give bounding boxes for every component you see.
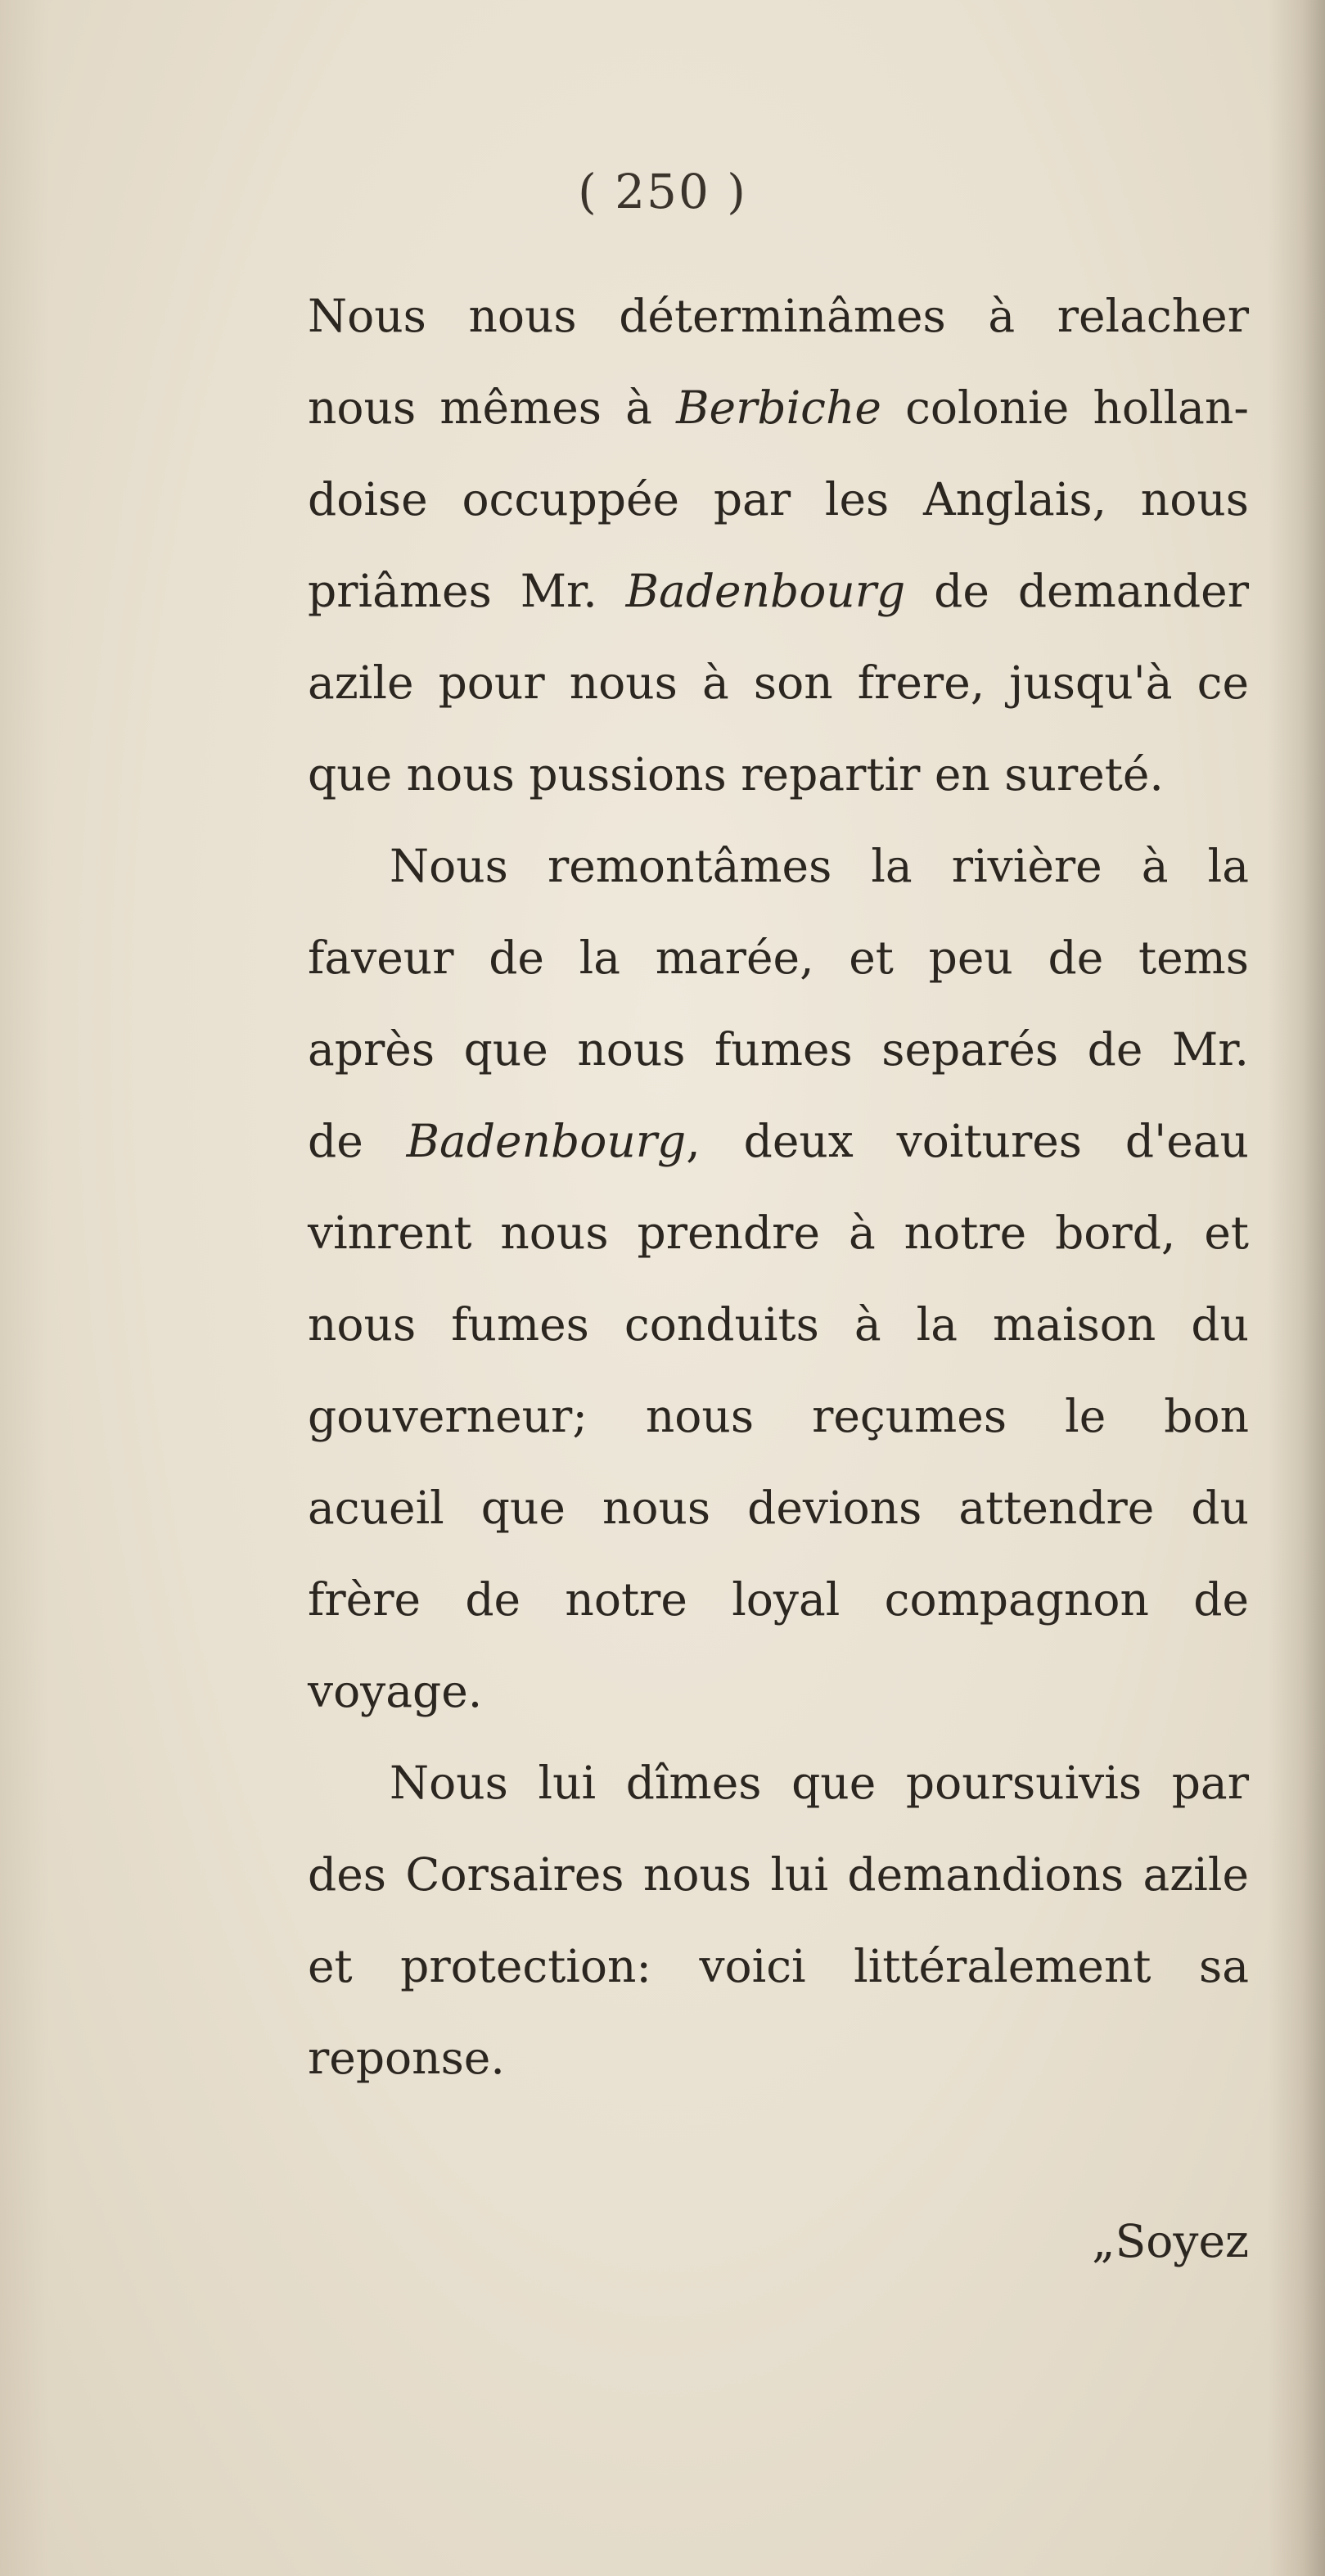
- text-line: Nous lui dîmes que poursuivis par: [390, 1757, 1249, 1809]
- text-line: faveur de la marée, et peu de tems: [308, 932, 1249, 984]
- text-line: des Corsaires nous lui demandions azile: [308, 1848, 1249, 1901]
- text-line: Nous nous déterminâmes à relacher: [308, 290, 1249, 342]
- body-text: [308, 270, 1249, 2287]
- text-segment: , deux voitures d'eau: [686, 1115, 1249, 1167]
- place-name-italic: Berbiche: [676, 381, 881, 434]
- text-line: Nous remontâmes la rivière à la: [390, 840, 1249, 892]
- catchword: „Soyez: [1092, 2215, 1249, 2267]
- text-segment: de: [308, 1115, 407, 1167]
- text-segment: colonie hollan-: [881, 381, 1249, 434]
- text-line: doise occuppée par les Anglais, nous: [308, 473, 1249, 526]
- text-segment: priâmes Mr.: [308, 565, 626, 617]
- text-line: [308, 545, 1249, 637]
- paragraph-3: [308, 1737, 1249, 2104]
- text-line: [308, 362, 1249, 453]
- text-line: et protection: voici littéralement sa: [308, 1940, 1249, 1992]
- text-line: acueil que nous devions attendre du: [308, 1482, 1249, 1534]
- paragraph-1: [308, 270, 1249, 820]
- text-line: que nous pussions repartir en sureté.: [308, 748, 1164, 801]
- text-line: azile pour nous à son frere, jusqu'à ce: [308, 656, 1249, 709]
- person-name-italic: Badenbourg: [406, 1115, 687, 1167]
- paragraph-2: [308, 820, 1249, 1737]
- text-line: [308, 1095, 1249, 1187]
- page-number: ( 250 ): [578, 164, 747, 219]
- text-line: vinrent nous prendre à notre bord, et: [308, 1207, 1249, 1259]
- person-name-italic: Badenbourg: [625, 565, 906, 617]
- text-line: après que nous fumes separés de Mr.: [308, 1023, 1249, 1076]
- text-line: voyage.: [308, 1665, 483, 1717]
- text-line: nous fumes conduits à la maison du: [308, 1298, 1249, 1351]
- blank-space: [308, 2104, 1249, 2195]
- text-segment: nous mêmes à: [308, 381, 677, 434]
- text-segment: de demander: [905, 565, 1249, 617]
- text-line: frère de notre loyal compagnon de: [308, 1573, 1249, 1626]
- text-line: gouverneur; nous reçumes le bon: [308, 1390, 1249, 1442]
- text-line: reponse.: [308, 2032, 505, 2084]
